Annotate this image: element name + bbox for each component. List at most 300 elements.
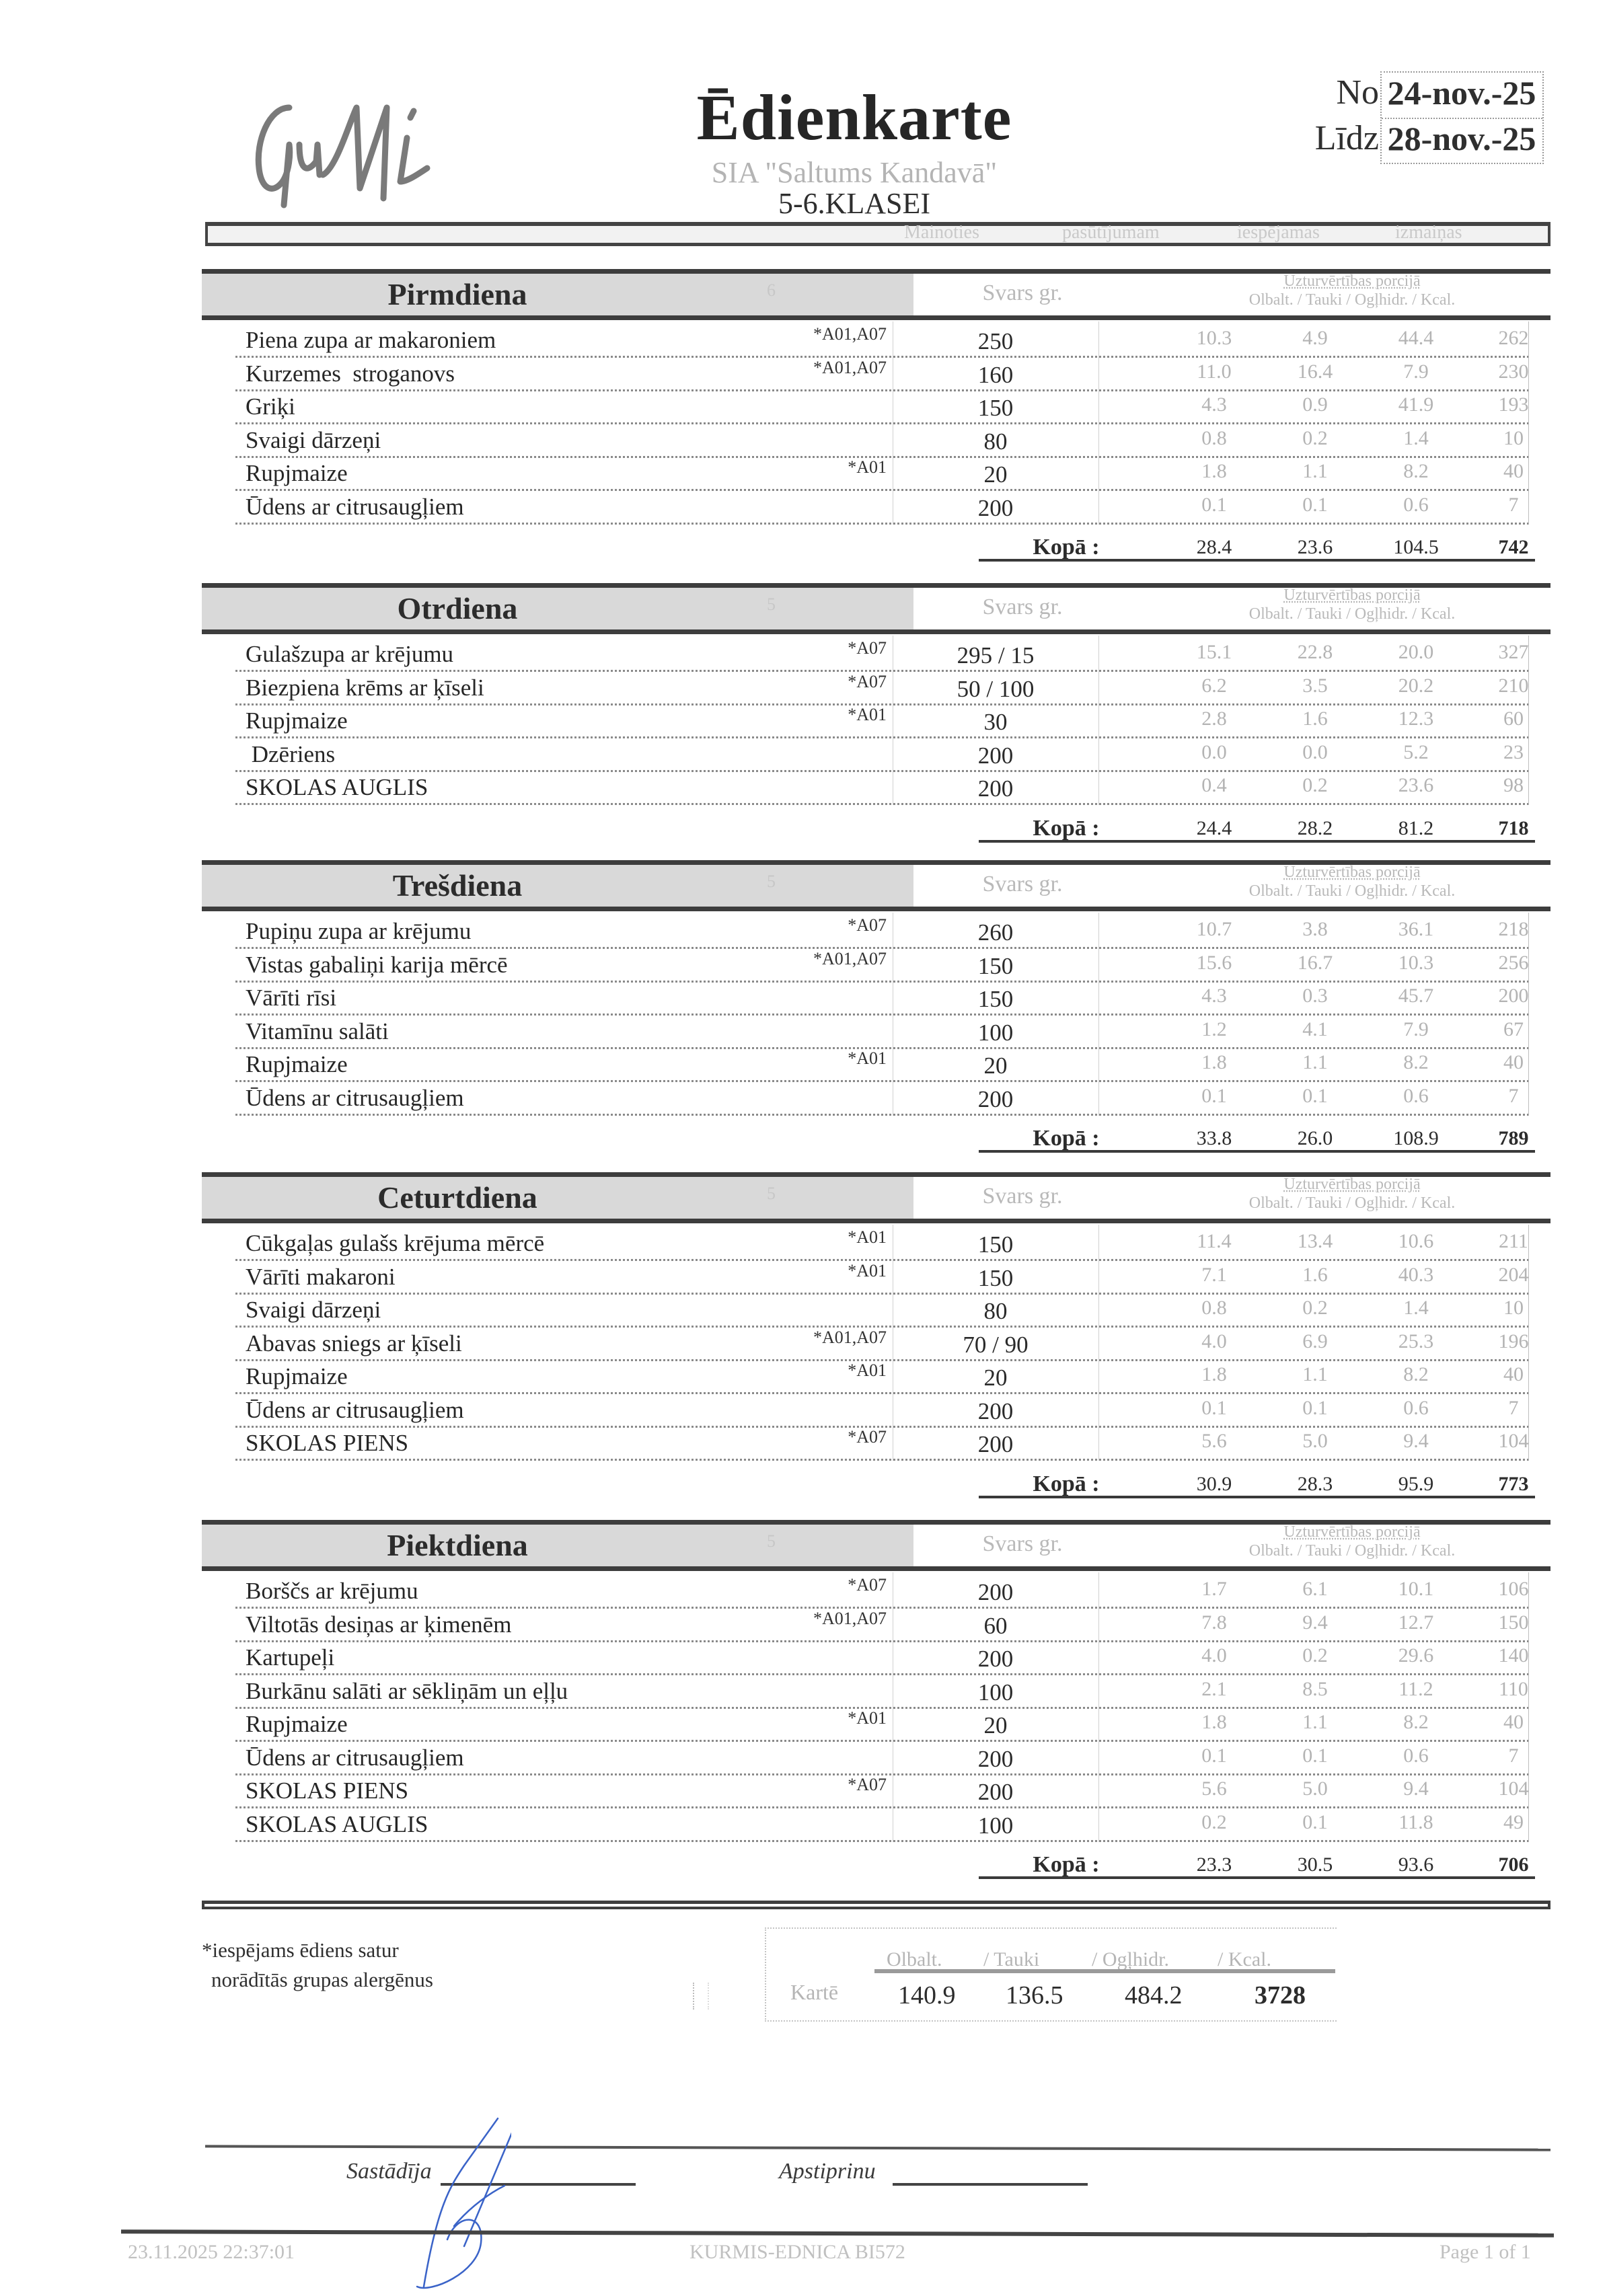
class-label: 5-6.KLASEI bbox=[778, 187, 931, 220]
dish-kcal: 40 bbox=[1503, 1051, 1524, 1073]
day-header bbox=[202, 269, 1550, 320]
menu-item-row bbox=[202, 979, 1529, 1016]
dish-protein: 11.0 bbox=[1197, 360, 1232, 383]
dish-fat: 16.7 bbox=[1297, 951, 1333, 974]
dish-weight: 20 bbox=[983, 1712, 1008, 1738]
total-kcal: 706 bbox=[1498, 1853, 1529, 1876]
dish-protein: 0.1 bbox=[1201, 1744, 1227, 1767]
dish-carbs: 11.8 bbox=[1398, 1810, 1433, 1833]
dish-fat: 0.0 bbox=[1302, 740, 1328, 763]
dish-carbs: 8.2 bbox=[1403, 1051, 1429, 1073]
dish-carbs: 41.9 bbox=[1398, 393, 1434, 416]
dish-weight: 200 bbox=[977, 1085, 1014, 1112]
dish-name: Ūdens ar citrusaugļiem bbox=[246, 1084, 464, 1111]
dish-kcal: 10 bbox=[1503, 1297, 1524, 1319]
menu-item-row bbox=[202, 1258, 1529, 1295]
day-mark: 5 bbox=[767, 595, 776, 614]
menu-item-row bbox=[202, 355, 1529, 391]
day-total-row bbox=[202, 527, 1550, 563]
menu-item-row bbox=[202, 1391, 1529, 1428]
nutrition-title: Uzturvērtības porcijā bbox=[1283, 586, 1421, 604]
day-total-row bbox=[202, 808, 1550, 844]
dish-carbs: 9.4 bbox=[1403, 1430, 1429, 1452]
dish-weight: 200 bbox=[977, 1579, 1014, 1605]
dish-name: Ūdens ar citrusaugļiem bbox=[246, 1396, 464, 1423]
dish-weight: 250 bbox=[977, 328, 1014, 354]
dish-fat: 1.1 bbox=[1302, 1363, 1328, 1385]
weight-col-header: Svars gr. bbox=[982, 1531, 1063, 1556]
dish-fat: 5.0 bbox=[1302, 1777, 1328, 1800]
dish-fat: 6.1 bbox=[1302, 1578, 1328, 1600]
dish-kcal: 262 bbox=[1498, 327, 1529, 349]
dish-kcal: 210 bbox=[1498, 674, 1529, 697]
nutrition-title: Uzturvērtības porcijā bbox=[1283, 1176, 1421, 1193]
dish-weight: 200 bbox=[977, 775, 1014, 802]
dish-protein: 10.3 bbox=[1196, 327, 1232, 349]
dish-name: Griķi bbox=[246, 393, 295, 420]
dish-kcal: 106 bbox=[1498, 1578, 1529, 1600]
dish-carbs: 0.6 bbox=[1403, 1084, 1429, 1107]
day-mark: 6 bbox=[767, 280, 776, 300]
dish-kcal: 7 bbox=[1508, 1744, 1519, 1767]
company-name: SIA "Saltums Kandavā" bbox=[711, 156, 998, 189]
dish-protein: 15.6 bbox=[1196, 951, 1232, 974]
dish-weight: 200 bbox=[977, 742, 1014, 769]
dish-kcal: 60 bbox=[1503, 707, 1524, 730]
dish-carbs: 8.2 bbox=[1403, 460, 1429, 482]
dish-protein: 7.8 bbox=[1201, 1611, 1227, 1634]
dish-name: Vārīti rīsi bbox=[246, 985, 337, 1011]
dish-kcal: 23 bbox=[1503, 740, 1524, 763]
dish-fat: 1.1 bbox=[1302, 1051, 1328, 1073]
date-to-label: Līdz bbox=[1314, 119, 1379, 157]
dish-kcal: 110 bbox=[1499, 1677, 1528, 1700]
total-kcal: 789 bbox=[1498, 1127, 1529, 1149]
menu-item-row bbox=[202, 1358, 1529, 1394]
dish-name: Rupjmaize bbox=[246, 707, 348, 734]
menu-item-row bbox=[202, 946, 1529, 983]
dish-fat: 1.1 bbox=[1302, 460, 1328, 482]
notice-word: izmaiņas bbox=[1395, 222, 1462, 243]
dish-carbs: 10.3 bbox=[1398, 951, 1434, 974]
dish-carbs: 44.4 bbox=[1398, 327, 1434, 349]
dish-carbs: 10.1 bbox=[1398, 1578, 1434, 1600]
dish-weight: 100 bbox=[977, 1019, 1014, 1046]
dish-fat: 0.1 bbox=[1302, 1396, 1328, 1419]
dish-weight: 80 bbox=[983, 428, 1008, 455]
signature-scribble-icon bbox=[377, 2112, 511, 2293]
allergen-codes: *A07 bbox=[848, 915, 887, 935]
dish-weight: 20 bbox=[983, 1365, 1008, 1391]
menu-item-row bbox=[202, 455, 1529, 491]
dish-weight: 30 bbox=[983, 709, 1008, 735]
total-carbs: 81.2 bbox=[1398, 816, 1434, 839]
menu-item-row bbox=[202, 1572, 1529, 1609]
day-header bbox=[202, 860, 1550, 911]
day-mark: 5 bbox=[767, 1184, 776, 1203]
compiled-by-label: Sastādīja bbox=[346, 2159, 432, 2184]
menu-item-row bbox=[202, 321, 1529, 358]
scan-mark bbox=[693, 1983, 709, 2010]
dish-fat: 13.4 bbox=[1297, 1230, 1333, 1252]
nutrition-col-headers: Olbalt. / Tauki / Ogļhidr. / Kcal. bbox=[1248, 882, 1456, 900]
dish-fat: 1.1 bbox=[1302, 1711, 1328, 1733]
total-fat: 23.6 bbox=[1297, 536, 1333, 558]
allergen-codes: *A07 bbox=[848, 638, 887, 658]
dish-name: Abavas sniegs ar ķīseli bbox=[246, 1330, 462, 1356]
dish-fat: 0.2 bbox=[1302, 426, 1328, 449]
dish-protein: 5.6 bbox=[1201, 1777, 1227, 1800]
dish-kcal: 211 bbox=[1499, 1230, 1528, 1252]
weight-col-header: Svars gr. bbox=[982, 872, 1063, 896]
total-label: Kopā : bbox=[1033, 1471, 1100, 1496]
dish-fat: 0.1 bbox=[1302, 1744, 1328, 1767]
dish-name: SKOLAS PIENS bbox=[246, 1777, 409, 1804]
total-kcal: 718 bbox=[1498, 816, 1529, 839]
dish-fat: 0.1 bbox=[1302, 1084, 1328, 1107]
dish-weight: 50 / 100 bbox=[957, 675, 1035, 702]
dish-kcal: 150 bbox=[1498, 1611, 1529, 1634]
menu-item-row bbox=[202, 636, 1529, 672]
dish-kcal: 104 bbox=[1498, 1430, 1529, 1452]
menu-item-row bbox=[202, 1225, 1529, 1261]
dish-fat: 3.8 bbox=[1302, 918, 1328, 940]
nutrition-col-headers: Olbalt. / Tauki / Ogļhidr. / Kcal. bbox=[1248, 1194, 1456, 1212]
dish-name: Ūdens ar citrusaugļiem bbox=[246, 1744, 464, 1771]
dish-name: Svaigi dārzeņi bbox=[246, 426, 381, 453]
menu-item-row bbox=[202, 1291, 1529, 1328]
allergen-codes: *A01 bbox=[848, 1260, 887, 1280]
dish-weight: 70 / 90 bbox=[963, 1331, 1029, 1358]
dish-fat: 3.5 bbox=[1302, 674, 1328, 697]
dish-carbs: 1.4 bbox=[1403, 426, 1429, 449]
dish-protein: 0.0 bbox=[1201, 740, 1227, 763]
menu-item-row bbox=[202, 488, 1529, 525]
day-header bbox=[202, 583, 1550, 634]
dish-carbs: 7.9 bbox=[1403, 360, 1429, 383]
menu-item-row bbox=[202, 1013, 1529, 1049]
summary-col-protein: Olbalt. bbox=[887, 1948, 942, 1970]
dish-fat: 0.9 bbox=[1302, 393, 1328, 416]
total-kcal: 773 bbox=[1498, 1472, 1529, 1495]
date-to-value: 28-nov.-25 bbox=[1387, 120, 1536, 157]
dish-name: Rupjmaize bbox=[246, 460, 348, 486]
date-from-label: No bbox=[1336, 73, 1379, 112]
dish-fat: 0.1 bbox=[1302, 493, 1328, 516]
nutrition-col-headers: Olbalt. / Tauki / Ogļhidr. / Kcal. bbox=[1248, 605, 1456, 623]
total-carbs: 93.6 bbox=[1398, 1853, 1434, 1876]
dish-name: Rupjmaize bbox=[246, 1711, 348, 1737]
dish-carbs: 0.6 bbox=[1403, 1396, 1429, 1419]
summary-col-fat: / Tauki bbox=[983, 1948, 1040, 1970]
nutrition-title: Uzturvērtības porcijā bbox=[1283, 1523, 1421, 1541]
dish-fat: 0.3 bbox=[1302, 985, 1328, 1007]
dish-protein: 1.8 bbox=[1201, 1711, 1227, 1733]
allergen-codes: *A07 bbox=[848, 671, 887, 691]
dish-carbs: 12.3 bbox=[1398, 707, 1434, 730]
menu-item-row bbox=[202, 1806, 1529, 1842]
dish-weight: 150 bbox=[977, 952, 1014, 979]
dish-carbs: 40.3 bbox=[1398, 1263, 1434, 1286]
dish-protein: 1.7 bbox=[1201, 1578, 1227, 1600]
weight-col-header: Svars gr. bbox=[982, 1184, 1063, 1209]
dish-weight: 150 bbox=[977, 986, 1014, 1012]
dish-fat: 6.9 bbox=[1302, 1330, 1328, 1352]
dish-carbs: 0.6 bbox=[1403, 493, 1429, 516]
allergen-codes: *A01 bbox=[848, 457, 887, 477]
total-label: Kopā : bbox=[1033, 535, 1100, 560]
dish-kcal: 140 bbox=[1498, 1644, 1529, 1667]
dish-weight: 200 bbox=[977, 1646, 1014, 1672]
dish-protein: 1.2 bbox=[1201, 1018, 1227, 1040]
print-timestamp: 23.11.2025 22:37:01 bbox=[128, 2241, 295, 2263]
menu-item-row bbox=[202, 388, 1529, 424]
dish-protein: 10.7 bbox=[1196, 918, 1232, 940]
dish-weight: 200 bbox=[977, 1431, 1014, 1457]
dish-name: Biezpiena krēms ar ķīseli bbox=[246, 674, 484, 701]
total-fat: 28.3 bbox=[1297, 1472, 1333, 1495]
dish-protein: 0.2 bbox=[1201, 1810, 1227, 1833]
dish-weight: 20 bbox=[983, 461, 1008, 488]
dish-kcal: 7 bbox=[1508, 493, 1519, 516]
page-title: Ēdienkarte bbox=[696, 81, 1012, 153]
dish-fat: 9.4 bbox=[1302, 1611, 1328, 1634]
allergen-codes: *A01,A07 bbox=[813, 948, 887, 968]
dish-fat: 0.2 bbox=[1302, 774, 1328, 796]
dish-kcal: 204 bbox=[1498, 1263, 1529, 1286]
menu-item-row bbox=[202, 1673, 1529, 1709]
dish-protein: 4.0 bbox=[1201, 1644, 1227, 1667]
dish-kcal: 40 bbox=[1503, 1363, 1524, 1385]
dish-protein: 0.1 bbox=[1201, 1084, 1227, 1107]
guni-logo bbox=[242, 81, 444, 215]
total-protein: 23.3 bbox=[1196, 1853, 1232, 1876]
day-total-row bbox=[202, 1118, 1550, 1154]
dish-protein: 5.6 bbox=[1201, 1430, 1227, 1452]
day-total-row bbox=[202, 1463, 1550, 1500]
dish-kcal: 256 bbox=[1498, 951, 1529, 974]
dish-fat: 0.2 bbox=[1302, 1297, 1328, 1319]
menu-item-row bbox=[202, 1606, 1529, 1642]
dish-carbs: 20.0 bbox=[1398, 641, 1434, 663]
allergen-codes: *A07 bbox=[848, 1427, 887, 1447]
menu-item-row bbox=[202, 422, 1529, 458]
allergen-codes: *A01 bbox=[848, 1048, 887, 1068]
day-header bbox=[202, 1520, 1550, 1571]
dish-kcal: 230 bbox=[1498, 360, 1529, 383]
guni-logo-icon bbox=[242, 81, 444, 215]
total-protein: 28.4 bbox=[1196, 536, 1232, 558]
dish-fat: 1.6 bbox=[1302, 1263, 1328, 1286]
summary-col-kcal: / Kcal. bbox=[1218, 1948, 1271, 1970]
total-carbs: 104.5 bbox=[1393, 536, 1439, 558]
total-carbs: 95.9 bbox=[1398, 1472, 1434, 1495]
dish-fat: 0.2 bbox=[1302, 1644, 1328, 1667]
dish-protein: 1.8 bbox=[1201, 1051, 1227, 1073]
summary-row-label: Kartē bbox=[790, 1980, 839, 2004]
dish-carbs: 45.7 bbox=[1398, 985, 1434, 1007]
dish-fat: 16.4 bbox=[1297, 360, 1333, 383]
menu-item-row bbox=[202, 1325, 1529, 1361]
dish-kcal: 218 bbox=[1498, 918, 1529, 940]
dish-fat: 5.0 bbox=[1302, 1430, 1328, 1452]
summary-col-carbs: / Ogļhidr. bbox=[1092, 1948, 1170, 1970]
menu-item-row bbox=[202, 669, 1529, 705]
allergen-codes: *A01,A07 bbox=[813, 324, 887, 344]
dish-name: Pupiņu zupa ar krējumu bbox=[246, 918, 472, 944]
dish-protein: 11.4 bbox=[1197, 1230, 1232, 1252]
dish-carbs: 5.2 bbox=[1403, 740, 1429, 763]
dish-protein: 4.0 bbox=[1201, 1330, 1227, 1352]
weight-col-header: Svars gr. bbox=[982, 595, 1063, 619]
dish-carbs: 12.7 bbox=[1398, 1611, 1434, 1634]
dish-weight: 200 bbox=[977, 1779, 1014, 1805]
dish-weight: 260 bbox=[977, 919, 1014, 946]
allergen-codes: *A07 bbox=[848, 1575, 887, 1595]
dish-carbs: 25.3 bbox=[1398, 1330, 1434, 1352]
dish-weight: 150 bbox=[977, 1264, 1014, 1291]
dish-weight: 200 bbox=[977, 1398, 1014, 1424]
dish-carbs: 10.6 bbox=[1398, 1230, 1434, 1252]
nutrition-col-headers: Olbalt. / Tauki / Ogļhidr. / Kcal. bbox=[1248, 1542, 1456, 1560]
dish-kcal: 7 bbox=[1508, 1396, 1519, 1419]
dish-kcal: 49 bbox=[1503, 1810, 1524, 1833]
change-notice-strip bbox=[205, 222, 1550, 246]
dish-weight: 150 bbox=[977, 395, 1014, 421]
nutrition-title: Uzturvērtības porcijā bbox=[1283, 272, 1421, 290]
allergen-note-line2: norādītās grupas alergēnus bbox=[211, 1968, 433, 1991]
dish-protein: 7.1 bbox=[1201, 1263, 1227, 1286]
day-total-row bbox=[202, 1844, 1550, 1880]
dish-kcal: 7 bbox=[1508, 1084, 1519, 1107]
dish-kcal: 327 bbox=[1498, 641, 1529, 663]
approved-by-label: Apstiprinu bbox=[779, 2159, 876, 2184]
menu-item-row bbox=[202, 913, 1529, 949]
menu-item-row bbox=[202, 736, 1529, 772]
notice-word: pasūtījumam bbox=[1062, 222, 1160, 243]
dish-name: SKOLAS AUGLIS bbox=[246, 1810, 428, 1837]
dish-name: Cūkgaļas gulašs krējuma mērcē bbox=[246, 1230, 545, 1256]
dish-carbs: 8.2 bbox=[1403, 1363, 1429, 1385]
dish-protein: 2.8 bbox=[1201, 707, 1227, 730]
menu-item-row bbox=[202, 1639, 1529, 1675]
menu-item-row bbox=[202, 1739, 1529, 1775]
allergen-codes: *A01,A07 bbox=[813, 1327, 887, 1347]
dish-fat: 8.5 bbox=[1302, 1677, 1328, 1700]
dish-protein: 15.1 bbox=[1196, 641, 1232, 663]
dish-name: Gulašzupa ar krējumu bbox=[246, 641, 454, 667]
total-label: Kopā : bbox=[1033, 815, 1100, 841]
dish-protein: 0.8 bbox=[1201, 426, 1227, 449]
dish-carbs: 8.2 bbox=[1403, 1711, 1429, 1733]
dish-name: SKOLAS PIENS bbox=[246, 1430, 409, 1456]
dish-kcal: 40 bbox=[1503, 1711, 1524, 1733]
allergen-note-line1: *iespējams ēdiens satur bbox=[202, 1938, 399, 1962]
nutrition-title: Uzturvērtības porcijā bbox=[1283, 864, 1421, 881]
date-from-value: 24-nov.-25 bbox=[1387, 74, 1536, 112]
dish-name: Borščs ar krējumu bbox=[246, 1578, 418, 1604]
dish-fat: 4.9 bbox=[1302, 327, 1328, 349]
dish-weight: 160 bbox=[977, 361, 1014, 388]
dish-carbs: 23.6 bbox=[1398, 774, 1434, 796]
dish-name: Rupjmaize bbox=[246, 1363, 348, 1389]
dish-name: Dzēriens bbox=[246, 740, 336, 767]
dish-weight: 100 bbox=[977, 1812, 1014, 1839]
dish-name: Kurzemes stroganovs bbox=[246, 360, 455, 387]
allergen-codes: *A01 bbox=[848, 1708, 887, 1728]
dish-name: SKOLAS AUGLIS bbox=[246, 774, 428, 800]
total-fat: 30.5 bbox=[1297, 1853, 1333, 1876]
allergen-codes: *A01 bbox=[848, 705, 887, 724]
day-name: Ceturtdiena bbox=[377, 1180, 537, 1215]
dish-name: Viltotās desiņas ar ķimenēm bbox=[246, 1611, 512, 1638]
dish-protein: 1.8 bbox=[1201, 1363, 1227, 1385]
dish-carbs: 11.2 bbox=[1398, 1677, 1433, 1700]
dish-fat: 4.1 bbox=[1302, 1018, 1328, 1040]
dish-fat: 22.8 bbox=[1297, 641, 1333, 663]
dish-weight: 100 bbox=[977, 1679, 1014, 1706]
menu-item-row bbox=[202, 1046, 1529, 1082]
dish-carbs: 1.4 bbox=[1403, 1297, 1429, 1319]
dish-name: Burkānu salāti ar sēkliņām un eļļu bbox=[246, 1677, 568, 1704]
dish-kcal: 10 bbox=[1503, 426, 1524, 449]
total-kcal: 742 bbox=[1498, 536, 1529, 558]
notice-word: iespējamas bbox=[1237, 222, 1320, 243]
dish-carbs: 0.6 bbox=[1403, 1744, 1429, 1767]
summary-fat: 136.5 bbox=[1006, 1981, 1063, 2010]
dish-name: Vistas gabaliņi karija mērcē bbox=[246, 951, 508, 978]
dish-weight: 150 bbox=[977, 1231, 1014, 1258]
allergen-codes: *A01 bbox=[848, 1361, 887, 1380]
summary-carbs: 484.2 bbox=[1125, 1981, 1183, 2010]
dish-carbs: 9.4 bbox=[1403, 1777, 1429, 1800]
total-protein: 30.9 bbox=[1196, 1472, 1232, 1495]
dish-name: Ūdens ar citrusaugļiem bbox=[246, 493, 464, 520]
dish-weight: 200 bbox=[977, 1745, 1014, 1772]
dish-kcal: 40 bbox=[1503, 460, 1524, 482]
allergen-codes: *A07 bbox=[848, 1775, 887, 1794]
dish-protein: 0.1 bbox=[1201, 1396, 1227, 1419]
dish-protein: 2.1 bbox=[1201, 1677, 1227, 1700]
dish-weight: 200 bbox=[977, 494, 1014, 521]
table-end-rule bbox=[202, 1901, 1550, 1909]
dish-weight: 20 bbox=[983, 1053, 1008, 1079]
dish-kcal: 193 bbox=[1498, 393, 1529, 416]
dish-kcal: 104 bbox=[1498, 1777, 1529, 1800]
day-header bbox=[202, 1172, 1550, 1223]
dish-name: Kartupeļi bbox=[246, 1644, 335, 1671]
footer-rule bbox=[121, 2229, 1554, 2237]
dish-protein: 0.8 bbox=[1201, 1297, 1227, 1319]
dish-protein: 1.8 bbox=[1201, 460, 1227, 482]
summary-kcal: 3728 bbox=[1255, 1981, 1306, 2010]
total-fat: 28.2 bbox=[1297, 816, 1333, 839]
day-name: Trešdiena bbox=[392, 868, 523, 903]
menu-item-row bbox=[202, 1424, 1529, 1461]
approved-by-field[interactable] bbox=[893, 2183, 1088, 2186]
dish-protein: 0.4 bbox=[1201, 774, 1227, 796]
dish-protein: 4.3 bbox=[1201, 393, 1227, 416]
dish-carbs: 29.6 bbox=[1398, 1644, 1434, 1667]
total-carbs: 108.9 bbox=[1393, 1127, 1439, 1149]
day-name: Piektdiena bbox=[387, 1528, 528, 1562]
allergen-codes: *A01,A07 bbox=[813, 1608, 887, 1628]
summary-rule bbox=[874, 1969, 1335, 1973]
dish-weight: 80 bbox=[983, 1298, 1008, 1324]
dish-carbs: 36.1 bbox=[1398, 918, 1434, 940]
total-label: Kopā : bbox=[1033, 1852, 1100, 1877]
menu-item-row bbox=[202, 1706, 1529, 1742]
